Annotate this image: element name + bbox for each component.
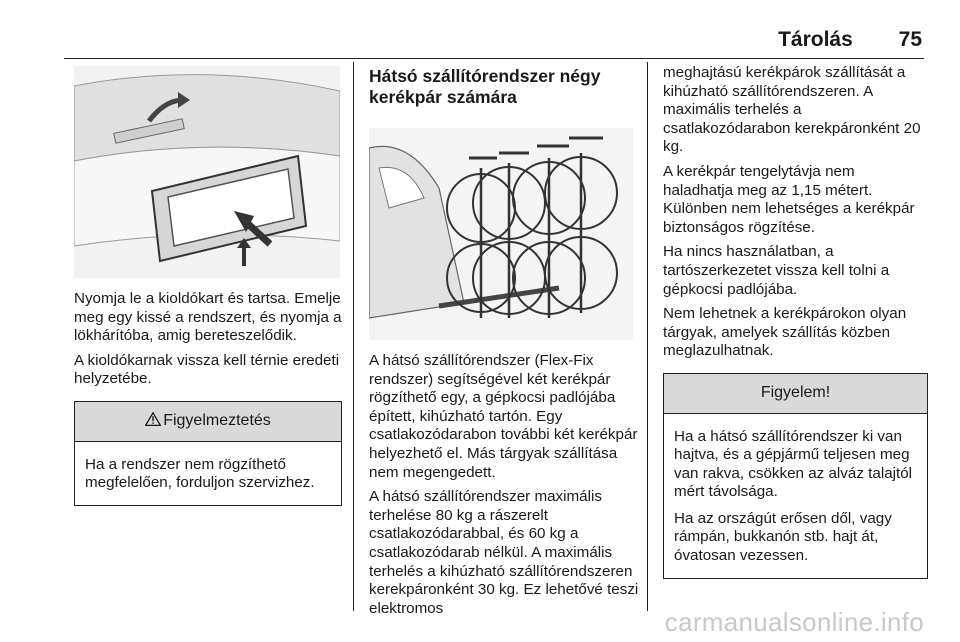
paragraph-2: A kioldókarnak vissza kell térnie eredeti helyzetébe.: [74, 351, 340, 388]
column-2: [369, 66, 639, 624]
paragraph-3: A hátsó szállítórendszer (Flex-Fix rendszer) segítségével két kerékpár rögzíthető egy, a gépkocsi padlójába épített, kihúzható tartón. Egy csatlakozódarabon további két kerékpár helyezhető el. Más tárgyak szállítása nem megengedett.: [369, 352, 638, 481]
bicycle-carrier-release-illustration: [74, 66, 340, 278]
paragraph-4: A hátsó szállítórendszer maximális terhelése 80 kg a rászerelt csatlakozódarabbal, és 60 kg a csatlakozódarab nélkül. A maximális terhelés a kihúzható szállítórendszeren kerekpáronként 30 kg. Ez lehetővé teszi elektromos: [369, 488, 639, 617]
warning-box: [74, 401, 342, 506]
notice-text-1: Ha a hátsó szállítórendszer ki van hajtva, és a gépjármű teljesen meg van rakva, csökken az alváz talajtól mért távolsága.: [674, 427, 913, 501]
column-3: [663, 64, 928, 579]
column-divider-1: [353, 62, 354, 611]
paragraph-1: Nyomja le a kioldókart és tartsa. Emelje meg egy kissé a rendszert, és nyomja a lökhárítóba, amig bereteszelődik.: [74, 290, 342, 345]
section-heading: Hátsó szállítórendszer négy kerékpár számára: [369, 66, 601, 107]
section-title: Tárolás: [778, 28, 853, 51]
warning-header: [75, 402, 341, 442]
notice-text-2: Ha az országút erősen dől, vagy rámpán, bukkanón stb. hajt át, óvatosan vezessen.: [674, 509, 892, 565]
paragraph-7: Ha nincs használatban, a tartószerkezetet vissza kell tolni a gépkocsi padlójába.: [663, 243, 890, 298]
warning-triangle-icon: [145, 412, 161, 426]
notice-body: [664, 414, 927, 578]
paragraph-8: Nem lehetnek a kerékpárokon olyan tárgyak, amelyek szállítás közben meglazulhatnak.: [663, 305, 907, 360]
notice-box: [663, 373, 928, 579]
paragraph-5: meghajtású kerékpárok szállítását a kihúzható szállítórendszeren. A maximális terhelés a csatlakozódarabon kerekpáronként 20 kg.: [663, 64, 921, 156]
paragraph-6: A kerékpár tengelytávja nem haladhatja meg az 1,15 métert. Különben nem lehetséges a kerékpár biztonságos rögzítése.: [663, 162, 915, 236]
warning-text: Ha a rendszer nem rögzíthető megfelelően, forduljon szervizhez.: [85, 455, 315, 492]
warning-body: [75, 442, 341, 505]
column-1: [74, 66, 342, 506]
column-divider-2: [647, 62, 648, 611]
four-bicycles-on-rear-carrier-illustration: [369, 128, 633, 340]
page-number: 75: [898, 28, 922, 51]
watermark: carmanualsonline.info: [664, 607, 924, 637]
header-rule: [64, 58, 924, 59]
notice-title: Figyelem!: [760, 383, 831, 401]
notice-header: [664, 374, 927, 414]
page-header: [778, 28, 922, 52]
warning-title: Figyelmeztetés: [163, 411, 271, 429]
